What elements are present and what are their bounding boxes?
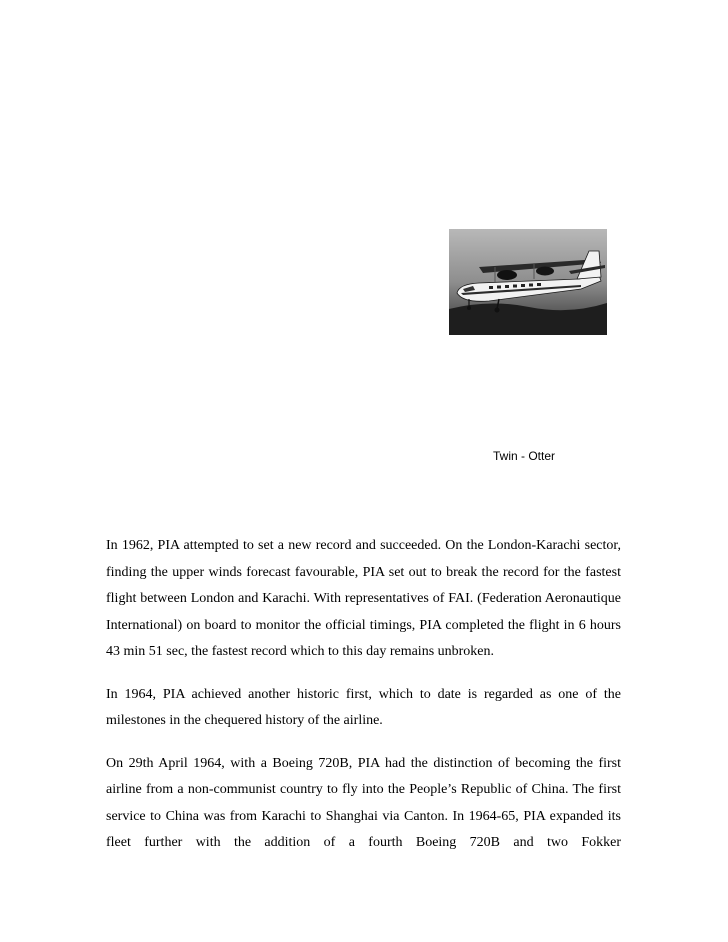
article-body: [106, 533, 621, 857]
figure-caption: Twin - Otter: [493, 449, 556, 463]
twin-otter-photo: [449, 229, 607, 335]
paragraph-1962-record: In 1962, PIA attempted to set a new record and succeeded. On the London-Karachi sector, finding the upper winds forecast favourable, PIA set out to break the record for the fastest flight between London and Karachi. With representatives of FAI. (Federation Aeronautique International) on board to monitor the official timings, PIA completed the flight in 6 hours 43 min 51 sec, the fastest record which to this day remains unbroken.: [106, 538, 621, 659]
airplane-image: [449, 229, 607, 335]
paragraph-china-service: On 29th April 1964, with a Boeing 720B, PIA had the distinction of becoming the first airline from a non-communist country to fly into the People’s Republic of China. The first service to China was from Karachi to Shanghai via Canton. In 1964-65, PIA expanded its fleet further with the addition of a fourth Boeing 720B and two Fokker: [106, 755, 621, 850]
paragraph-1964-milestone: In 1964, PIA achieved another historic first, which to date is regarded as one of the milestones in the chequered history of the airline.: [106, 686, 621, 728]
